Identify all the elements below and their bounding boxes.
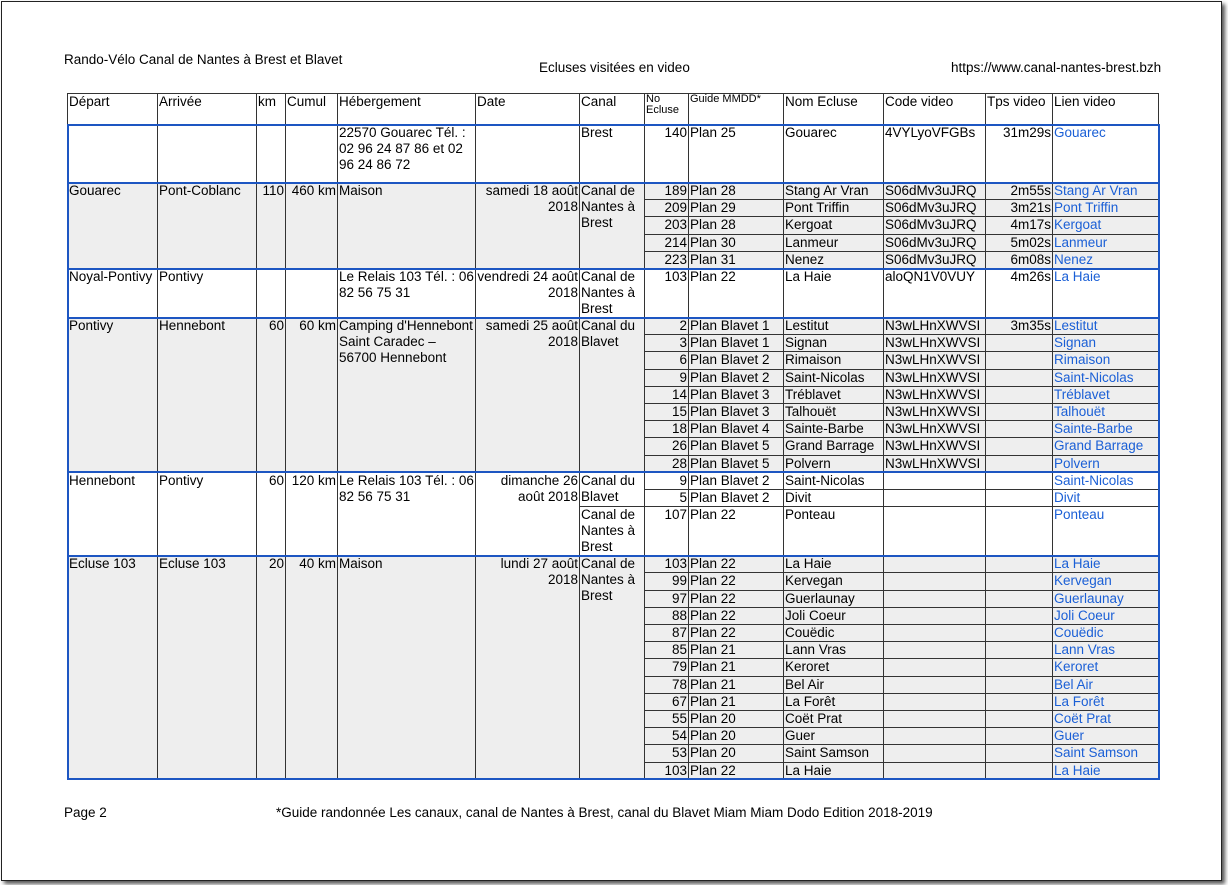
cell-tps xyxy=(986,693,1053,710)
cell-guide: Plan 28 xyxy=(689,183,784,200)
cell-cumul xyxy=(286,269,338,318)
cell-lien[interactable]: Guer xyxy=(1053,728,1159,745)
cell-tps xyxy=(986,728,1053,745)
cell-tps xyxy=(986,507,1053,556)
cell-no: 223 xyxy=(645,251,689,268)
cell-no: 87 xyxy=(645,625,689,642)
table-row xyxy=(68,472,1159,489)
cell-nom: Stang Ar Vran xyxy=(784,183,884,200)
cell-tps xyxy=(986,455,1053,472)
table-row xyxy=(68,125,1159,183)
cell-no: 99 xyxy=(645,573,689,590)
cell-nom: Polvern xyxy=(784,455,884,472)
cell-lien[interactable]: Kergoat xyxy=(1053,217,1159,234)
cell-nom: Rimaison xyxy=(784,352,884,369)
col-header-depart: Départ xyxy=(68,94,158,125)
cell-code: N3wLHnXWVSI xyxy=(884,352,986,369)
cell-no: 26 xyxy=(645,438,689,455)
cell-tps xyxy=(986,386,1053,403)
cell-nom: Lestitut xyxy=(784,318,884,335)
cell-no: 15 xyxy=(645,404,689,421)
cell-guide: Plan 21 xyxy=(689,642,784,659)
cell-canal: Canal du Blavet xyxy=(580,472,645,506)
cell-date: dimanche 26 août 2018 xyxy=(476,472,580,555)
cell-tps xyxy=(986,556,1053,573)
cell-nom: Sainte-Barbe xyxy=(784,421,884,438)
col-header-code-video: Code video xyxy=(884,94,986,125)
cell-nom: La Haie xyxy=(784,269,884,318)
cell-guide: Plan 20 xyxy=(689,745,784,762)
cell-nom: Pont Triffin xyxy=(784,200,884,217)
cell-tps xyxy=(986,369,1053,386)
locks-table xyxy=(67,93,1159,780)
cell-cumul: 60 km xyxy=(286,318,338,473)
cell-lien[interactable]: Kervegan xyxy=(1053,573,1159,590)
table-header-row xyxy=(68,94,1159,125)
cell-guide: Plan 22 xyxy=(689,573,784,590)
col-header-date: Date xyxy=(476,94,580,125)
cell-guide: Plan 29 xyxy=(689,200,784,217)
cell-arrivee: Pontivy xyxy=(158,472,257,555)
cell-no: 14 xyxy=(645,386,689,403)
cell-no: 203 xyxy=(645,217,689,234)
cell-no: 67 xyxy=(645,693,689,710)
cell-nom: Keroret xyxy=(784,659,884,676)
cell-code xyxy=(884,472,986,489)
cell-code xyxy=(884,711,986,728)
cell-nom: La Haie xyxy=(784,762,884,779)
cell-tps: 31m29s xyxy=(986,125,1053,183)
cell-guide: Plan 22 xyxy=(689,556,784,573)
cell-guide: Plan Blavet 2 xyxy=(689,352,784,369)
cell-nom: Bel Air xyxy=(784,676,884,693)
cell-arrivee: Pont-Coblanc xyxy=(158,183,257,269)
cell-nom: Talhouët xyxy=(784,404,884,421)
cell-code: N3wLHnXWVSI xyxy=(884,455,986,472)
cell-guide: Plan Blavet 5 xyxy=(689,438,784,455)
page-number: Page 2 xyxy=(64,805,107,820)
cell-no: 97 xyxy=(645,590,689,607)
cell-code: S06dMv3uJRQ xyxy=(884,217,986,234)
day-block xyxy=(68,318,1159,473)
cell-guide: Plan 31 xyxy=(689,251,784,268)
cell-no: 107 xyxy=(645,507,689,556)
cell-tps: 5m02s xyxy=(986,234,1053,251)
col-header-tps-video: Tps video xyxy=(986,94,1053,125)
cell-lien[interactable]: La Haie xyxy=(1053,556,1159,573)
cell-no: 28 xyxy=(645,455,689,472)
cell-nom: Guer xyxy=(784,728,884,745)
cell-no: 55 xyxy=(645,711,689,728)
cell-tps: 2m55s xyxy=(986,183,1053,200)
cell-nom: Saint Samson xyxy=(784,745,884,762)
table-row xyxy=(68,269,1159,318)
cell-tps xyxy=(986,421,1053,438)
cell-lien[interactable]: Joli Coeur xyxy=(1053,607,1159,624)
cell-lien[interactable]: Nenez xyxy=(1053,251,1159,268)
col-header-no-ecluse: No Ecluse xyxy=(645,94,689,125)
cell-code: N3wLHnXWVSI xyxy=(884,421,986,438)
cell-cumul: 460 km xyxy=(286,183,338,269)
cell-guide: Plan 21 xyxy=(689,659,784,676)
cell-guide: Plan 22 xyxy=(689,607,784,624)
col-header-cumul: Cumul xyxy=(286,94,338,125)
cell-code xyxy=(884,693,986,710)
cell-no: 5 xyxy=(645,490,689,507)
cell-nom: Guerlaunay xyxy=(784,590,884,607)
cell-tps xyxy=(986,762,1053,779)
cell-nom: Kergoat xyxy=(784,217,884,234)
cell-code xyxy=(884,642,986,659)
cell-tps xyxy=(986,607,1053,624)
cell-guide: Plan 22 xyxy=(689,625,784,642)
cell-no: 9 xyxy=(645,369,689,386)
cell-arrivee: Ecluse 103 xyxy=(158,556,257,780)
cell-code xyxy=(884,625,986,642)
cell-guide: Plan 22 xyxy=(689,507,784,556)
cell-nom: Lann Vras xyxy=(784,642,884,659)
cell-guide: Plan 30 xyxy=(689,234,784,251)
cell-depart: Pontivy xyxy=(68,318,158,473)
cell-km: 60 xyxy=(257,318,286,473)
cell-nom: Gouarec xyxy=(784,125,884,183)
cell-nom: Couëdic xyxy=(784,625,884,642)
cell-code: aloQN1V0VUY xyxy=(884,269,986,318)
cell-heb: Maison xyxy=(338,183,476,269)
cell-tps xyxy=(986,676,1053,693)
cell-guide: Plan 22 xyxy=(689,762,784,779)
col-header-arrivee: Arrivée xyxy=(158,94,257,125)
cell-guide: Plan 22 xyxy=(689,590,784,607)
cell-arrivee: Hennebont xyxy=(158,318,257,473)
cell-tps xyxy=(986,745,1053,762)
cell-no: 103 xyxy=(645,762,689,779)
cell-lien[interactable]: Guerlaunay xyxy=(1053,590,1159,607)
cell-tps: 3m35s xyxy=(986,318,1053,335)
cell-nom: Nenez xyxy=(784,251,884,268)
website-url: https://www.canal-nantes-brest.bzh xyxy=(951,60,1162,75)
cell-guide: Plan Blavet 3 xyxy=(689,386,784,403)
cell-nom: Divit xyxy=(784,490,884,507)
cell-nom: Saint-Nicolas xyxy=(784,369,884,386)
cell-tps: 4m17s xyxy=(986,217,1053,234)
col-header-canal: Canal xyxy=(580,94,645,125)
cell-no: 140 xyxy=(645,125,689,183)
cell-lien[interactable]: Ponteau xyxy=(1053,507,1159,556)
cell-tps xyxy=(986,352,1053,369)
cell-tps xyxy=(986,659,1053,676)
cell-lien[interactable]: Coët Prat xyxy=(1053,711,1159,728)
cell-guide: Plan Blavet 1 xyxy=(689,318,784,335)
cell-guide: Plan 22 xyxy=(689,269,784,318)
cell-code xyxy=(884,573,986,590)
cell-km: 20 xyxy=(257,556,286,780)
cell-code: S06dMv3uJRQ xyxy=(884,183,986,200)
cell-canal: Canal de Nantes à Brest xyxy=(580,556,645,780)
cell-heb: 22570 Gouarec Tél. : 02 96 24 87 86 et 02 96 24 86 72 xyxy=(338,125,476,183)
cell-code xyxy=(884,590,986,607)
cell-date: samedi 18 août 2018 xyxy=(476,183,580,269)
col-header-km: km xyxy=(257,94,286,125)
cell-lien[interactable]: Lestitut xyxy=(1053,318,1159,335)
cell-date: samedi 25 août 2018 xyxy=(476,318,580,473)
cell-lien[interactable]: La Forêt xyxy=(1053,693,1159,710)
day-block xyxy=(68,269,1159,318)
cell-code: S06dMv3uJRQ xyxy=(884,251,986,268)
cell-guide: Plan Blavet 1 xyxy=(689,335,784,352)
cell-guide: Plan Blavet 5 xyxy=(689,455,784,472)
cell-lien[interactable]: Signan xyxy=(1053,335,1159,352)
cell-nom: Grand Barrage xyxy=(784,438,884,455)
footnote: *Guide randonnée Les canaux, canal de Nantes à Brest, canal du Blavet Miam Miam Dodo Edition 2018-2019 xyxy=(276,805,933,820)
cell-no: 53 xyxy=(645,745,689,762)
cell-tps: 3m21s xyxy=(986,200,1053,217)
cell-arrivee: Pontivy xyxy=(158,269,257,318)
cell-nom: Ponteau xyxy=(784,507,884,556)
cell-no: 88 xyxy=(645,607,689,624)
cell-code xyxy=(884,762,986,779)
cell-nom: La Forêt xyxy=(784,693,884,710)
cell-code xyxy=(884,607,986,624)
cell-no: 209 xyxy=(645,200,689,217)
cell-lien[interactable]: La Haie xyxy=(1053,269,1159,318)
cell-no: 103 xyxy=(645,269,689,318)
document-subtitle: Ecluses visitées en video xyxy=(539,60,690,75)
table-row xyxy=(68,556,1159,573)
cell-lien[interactable]: Rimaison xyxy=(1053,352,1159,369)
cell-tps xyxy=(986,642,1053,659)
cell-code xyxy=(884,676,986,693)
cell-guide: Plan 21 xyxy=(689,693,784,710)
cell-lien[interactable]: La Haie xyxy=(1053,762,1159,779)
cell-tps xyxy=(986,711,1053,728)
cell-no: 189 xyxy=(645,183,689,200)
cell-nom: Tréblavet xyxy=(784,386,884,403)
cell-nom: Kervegan xyxy=(784,573,884,590)
cell-canal: Canal de Nantes à Brest xyxy=(580,269,645,318)
cell-tps xyxy=(986,490,1053,507)
cell-km: 110 xyxy=(257,183,286,269)
cell-no: 2 xyxy=(645,318,689,335)
cell-code xyxy=(884,556,986,573)
cell-code: S06dMv3uJRQ xyxy=(884,234,986,251)
cell-lien[interactable]: Couëdic xyxy=(1053,625,1159,642)
cell-no: 3 xyxy=(645,335,689,352)
cell-tps xyxy=(986,573,1053,590)
cell-km xyxy=(257,125,286,183)
cell-guide: Plan Blavet 2 xyxy=(689,490,784,507)
cell-nom: Saint-Nicolas xyxy=(784,472,884,489)
cell-guide: Plan Blavet 3 xyxy=(689,404,784,421)
table-row xyxy=(68,318,1159,335)
cell-nom: La Haie xyxy=(784,556,884,573)
cell-lien[interactable]: Saint-Nicolas xyxy=(1053,369,1159,386)
cell-heb: Camping d'Hennebont Saint Caradec – 56700 Hennebont xyxy=(338,318,476,473)
cell-nom: Lanmeur xyxy=(784,234,884,251)
cell-heb: Le Relais 103 Tél. : 06 82 56 75 31 xyxy=(338,472,476,555)
cell-guide: Plan 20 xyxy=(689,711,784,728)
cell-km xyxy=(257,269,286,318)
cell-guide: Plan Blavet 2 xyxy=(689,472,784,489)
cell-code xyxy=(884,745,986,762)
cell-cumul: 40 km xyxy=(286,556,338,780)
cell-no: 78 xyxy=(645,676,689,693)
cell-date xyxy=(476,125,580,183)
cell-lien[interactable]: Bel Air xyxy=(1053,676,1159,693)
cell-code: N3wLHnXWVSI xyxy=(884,369,986,386)
cell-lien[interactable]: Tréblavet xyxy=(1053,386,1159,403)
cell-canal: Canal du Blavet xyxy=(580,318,645,473)
cell-tps xyxy=(986,472,1053,489)
col-header-hebergement: Hébergement xyxy=(338,94,476,125)
cell-depart: Hennebont xyxy=(68,472,158,555)
cell-canal: Canal de Nantes à Brest xyxy=(580,507,645,556)
cell-no: 103 xyxy=(645,556,689,573)
cell-canal: Brest xyxy=(580,125,645,183)
cell-lien[interactable]: Grand Barrage xyxy=(1053,438,1159,455)
cell-no: 214 xyxy=(645,234,689,251)
cell-lien[interactable]: Gouarec xyxy=(1053,125,1159,183)
cell-arrivee xyxy=(158,125,257,183)
cell-code xyxy=(884,507,986,556)
cell-cumul xyxy=(286,125,338,183)
cell-guide: Plan Blavet 2 xyxy=(689,369,784,386)
col-header-nom-ecluse: Nom Ecluse xyxy=(784,94,884,125)
cell-code: N3wLHnXWVSI xyxy=(884,318,986,335)
cell-code: N3wLHnXWVSI xyxy=(884,386,986,403)
day-block xyxy=(68,472,1159,555)
cell-lien[interactable]: Sainte-Barbe xyxy=(1053,421,1159,438)
cell-no: 6 xyxy=(645,352,689,369)
cell-no: 79 xyxy=(645,659,689,676)
day-block xyxy=(68,125,1159,183)
cell-lien[interactable]: Saint-Nicolas xyxy=(1053,472,1159,489)
cell-depart: Ecluse 103 xyxy=(68,556,158,780)
cell-tps xyxy=(986,590,1053,607)
document-title: Rando-Vélo Canal de Nantes à Brest et Blavet xyxy=(64,52,343,67)
day-block xyxy=(68,183,1159,269)
cell-lien[interactable]: Pont Triffin xyxy=(1053,200,1159,217)
cell-no: 18 xyxy=(645,421,689,438)
cell-tps xyxy=(986,625,1053,642)
cell-depart: Noyal-Pontivy xyxy=(68,269,158,318)
cell-code: N3wLHnXWVSI xyxy=(884,404,986,421)
cell-date: vendredi 24 août 2018 xyxy=(476,269,580,318)
day-block xyxy=(68,556,1159,780)
cell-heb: Le Relais 103 Tél. : 06 82 56 75 31 xyxy=(338,269,476,318)
cell-lien[interactable]: Stang Ar Vran xyxy=(1053,183,1159,200)
cell-tps: 4m26s xyxy=(986,269,1053,318)
cell-tps xyxy=(986,335,1053,352)
cell-guide: Plan 25 xyxy=(689,125,784,183)
col-header-lien-video: Lien video xyxy=(1053,94,1159,125)
cell-no: 85 xyxy=(645,642,689,659)
cell-tps xyxy=(986,438,1053,455)
cell-lien[interactable]: Polvern xyxy=(1053,455,1159,472)
cell-code: N3wLHnXWVSI xyxy=(884,438,986,455)
cell-lien[interactable]: Divit xyxy=(1053,490,1159,507)
cell-guide: Plan 20 xyxy=(689,728,784,745)
table-row xyxy=(68,183,1159,200)
cell-date: lundi 27 août 2018 xyxy=(476,556,580,780)
cell-code: N3wLHnXWVSI xyxy=(884,335,986,352)
cell-nom: Coët Prat xyxy=(784,711,884,728)
cell-cumul: 120 km xyxy=(286,472,338,555)
cell-lien[interactable]: Lanmeur xyxy=(1053,234,1159,251)
cell-km: 60 xyxy=(257,472,286,555)
cell-no: 9 xyxy=(645,472,689,489)
cell-nom: Joli Coeur xyxy=(784,607,884,624)
cell-lien[interactable]: Keroret xyxy=(1053,659,1159,676)
cell-depart xyxy=(68,125,158,183)
cell-lien[interactable]: Lann Vras xyxy=(1053,642,1159,659)
cell-guide: Plan 21 xyxy=(689,676,784,693)
cell-code: S06dMv3uJRQ xyxy=(884,200,986,217)
cell-code xyxy=(884,728,986,745)
cell-tps xyxy=(986,404,1053,421)
cell-guide: Plan 28 xyxy=(689,217,784,234)
cell-lien[interactable]: Saint Samson xyxy=(1053,745,1159,762)
cell-canal: Canal de Nantes à Brest xyxy=(580,183,645,269)
cell-tps: 6m08s xyxy=(986,251,1053,268)
cell-nom: Signan xyxy=(784,335,884,352)
cell-code: 4VYLyoVFGBs xyxy=(884,125,986,183)
cell-no: 54 xyxy=(645,728,689,745)
col-header-guide: Guide MMDD* xyxy=(689,94,784,125)
cell-code xyxy=(884,490,986,507)
cell-depart: Gouarec xyxy=(68,183,158,269)
cell-code xyxy=(884,659,986,676)
cell-guide: Plan Blavet 4 xyxy=(689,421,784,438)
cell-heb: Maison xyxy=(338,556,476,780)
cell-lien[interactable]: Talhouët xyxy=(1053,404,1159,421)
